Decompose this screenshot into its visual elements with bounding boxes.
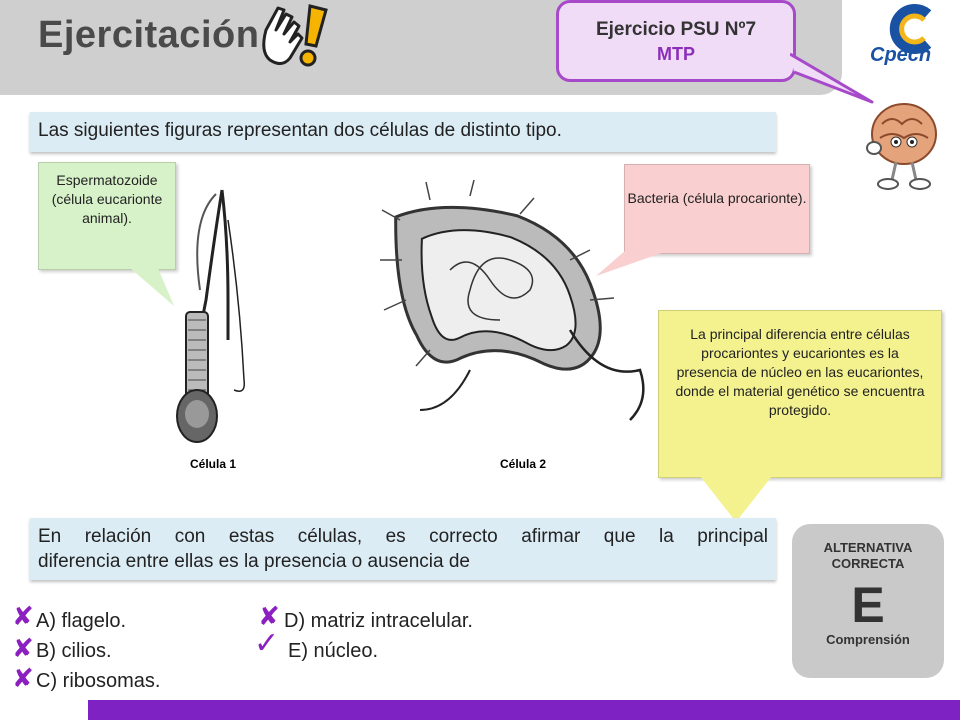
- question-line-1: En relación con estas células, es correcto afirmar que la principal: [38, 526, 768, 547]
- question-statement: [30, 518, 776, 580]
- cells-figure: [170, 180, 660, 480]
- wrong-mark-icon: ✘: [258, 601, 280, 631]
- skill-label: Comprensión: [826, 632, 910, 647]
- correct-answer-panel: [792, 524, 944, 678]
- callout-difference: La principal diferencia entre células procariontes y eucariontes es la presencia de núcleo en las eucariontes, donde el material genético se encuentra protegido.: [658, 310, 942, 478]
- exercise-title: Ejercicio PSU Nº7: [595, 19, 757, 40]
- answer-b[interactable]: B) cilios.: [36, 640, 112, 662]
- bacterium-drawing: [380, 180, 643, 420]
- logo-text: Cpech: [870, 44, 932, 66]
- wrong-mark-icon: ✘: [12, 663, 34, 693]
- answer-e[interactable]: E) núcleo.: [288, 640, 379, 662]
- figure-label-cell1: Célula 1: [190, 457, 237, 471]
- intro-statement: Las siguientes figuras representan dos células de distinto tipo.: [30, 112, 776, 152]
- spermatozoid-drawing: [177, 190, 244, 442]
- answer-a[interactable]: A) flagelo.: [36, 610, 127, 632]
- exercise-badge: [556, 0, 796, 82]
- panel-title: [792, 540, 944, 572]
- wrong-mark-icon: ✘: [12, 633, 34, 663]
- panel-title-line-2: CORRECTA: [831, 556, 905, 571]
- callout-bacteria: Bacteria (célula procarionte).: [624, 164, 810, 254]
- callout-spermatozoid: Espermatozoide (célula eucarionte animal).: [38, 162, 176, 270]
- answer-c[interactable]: C) ribosomas.: [36, 670, 161, 692]
- brain-mascot-icon: [858, 96, 948, 192]
- question-line-2: diferencia entre ellas es la presencia o ausencia de: [38, 551, 470, 572]
- page-title: Ejercitación: [38, 14, 260, 56]
- panel-title-line-1: ALTERNATIVA: [823, 540, 913, 555]
- footer-bar: [88, 700, 960, 720]
- exercise-subtitle: MTP: [657, 44, 695, 64]
- figure-label-cell2: Célula 2: [500, 457, 547, 471]
- hand-exclamation-icon: [256, 0, 336, 72]
- wrong-mark-icon: ✘: [12, 601, 34, 631]
- correct-check-icon: ✓: [254, 627, 280, 660]
- answer-d[interactable]: D) matriz intracelular.: [284, 610, 473, 632]
- correct-letter: E: [851, 577, 885, 633]
